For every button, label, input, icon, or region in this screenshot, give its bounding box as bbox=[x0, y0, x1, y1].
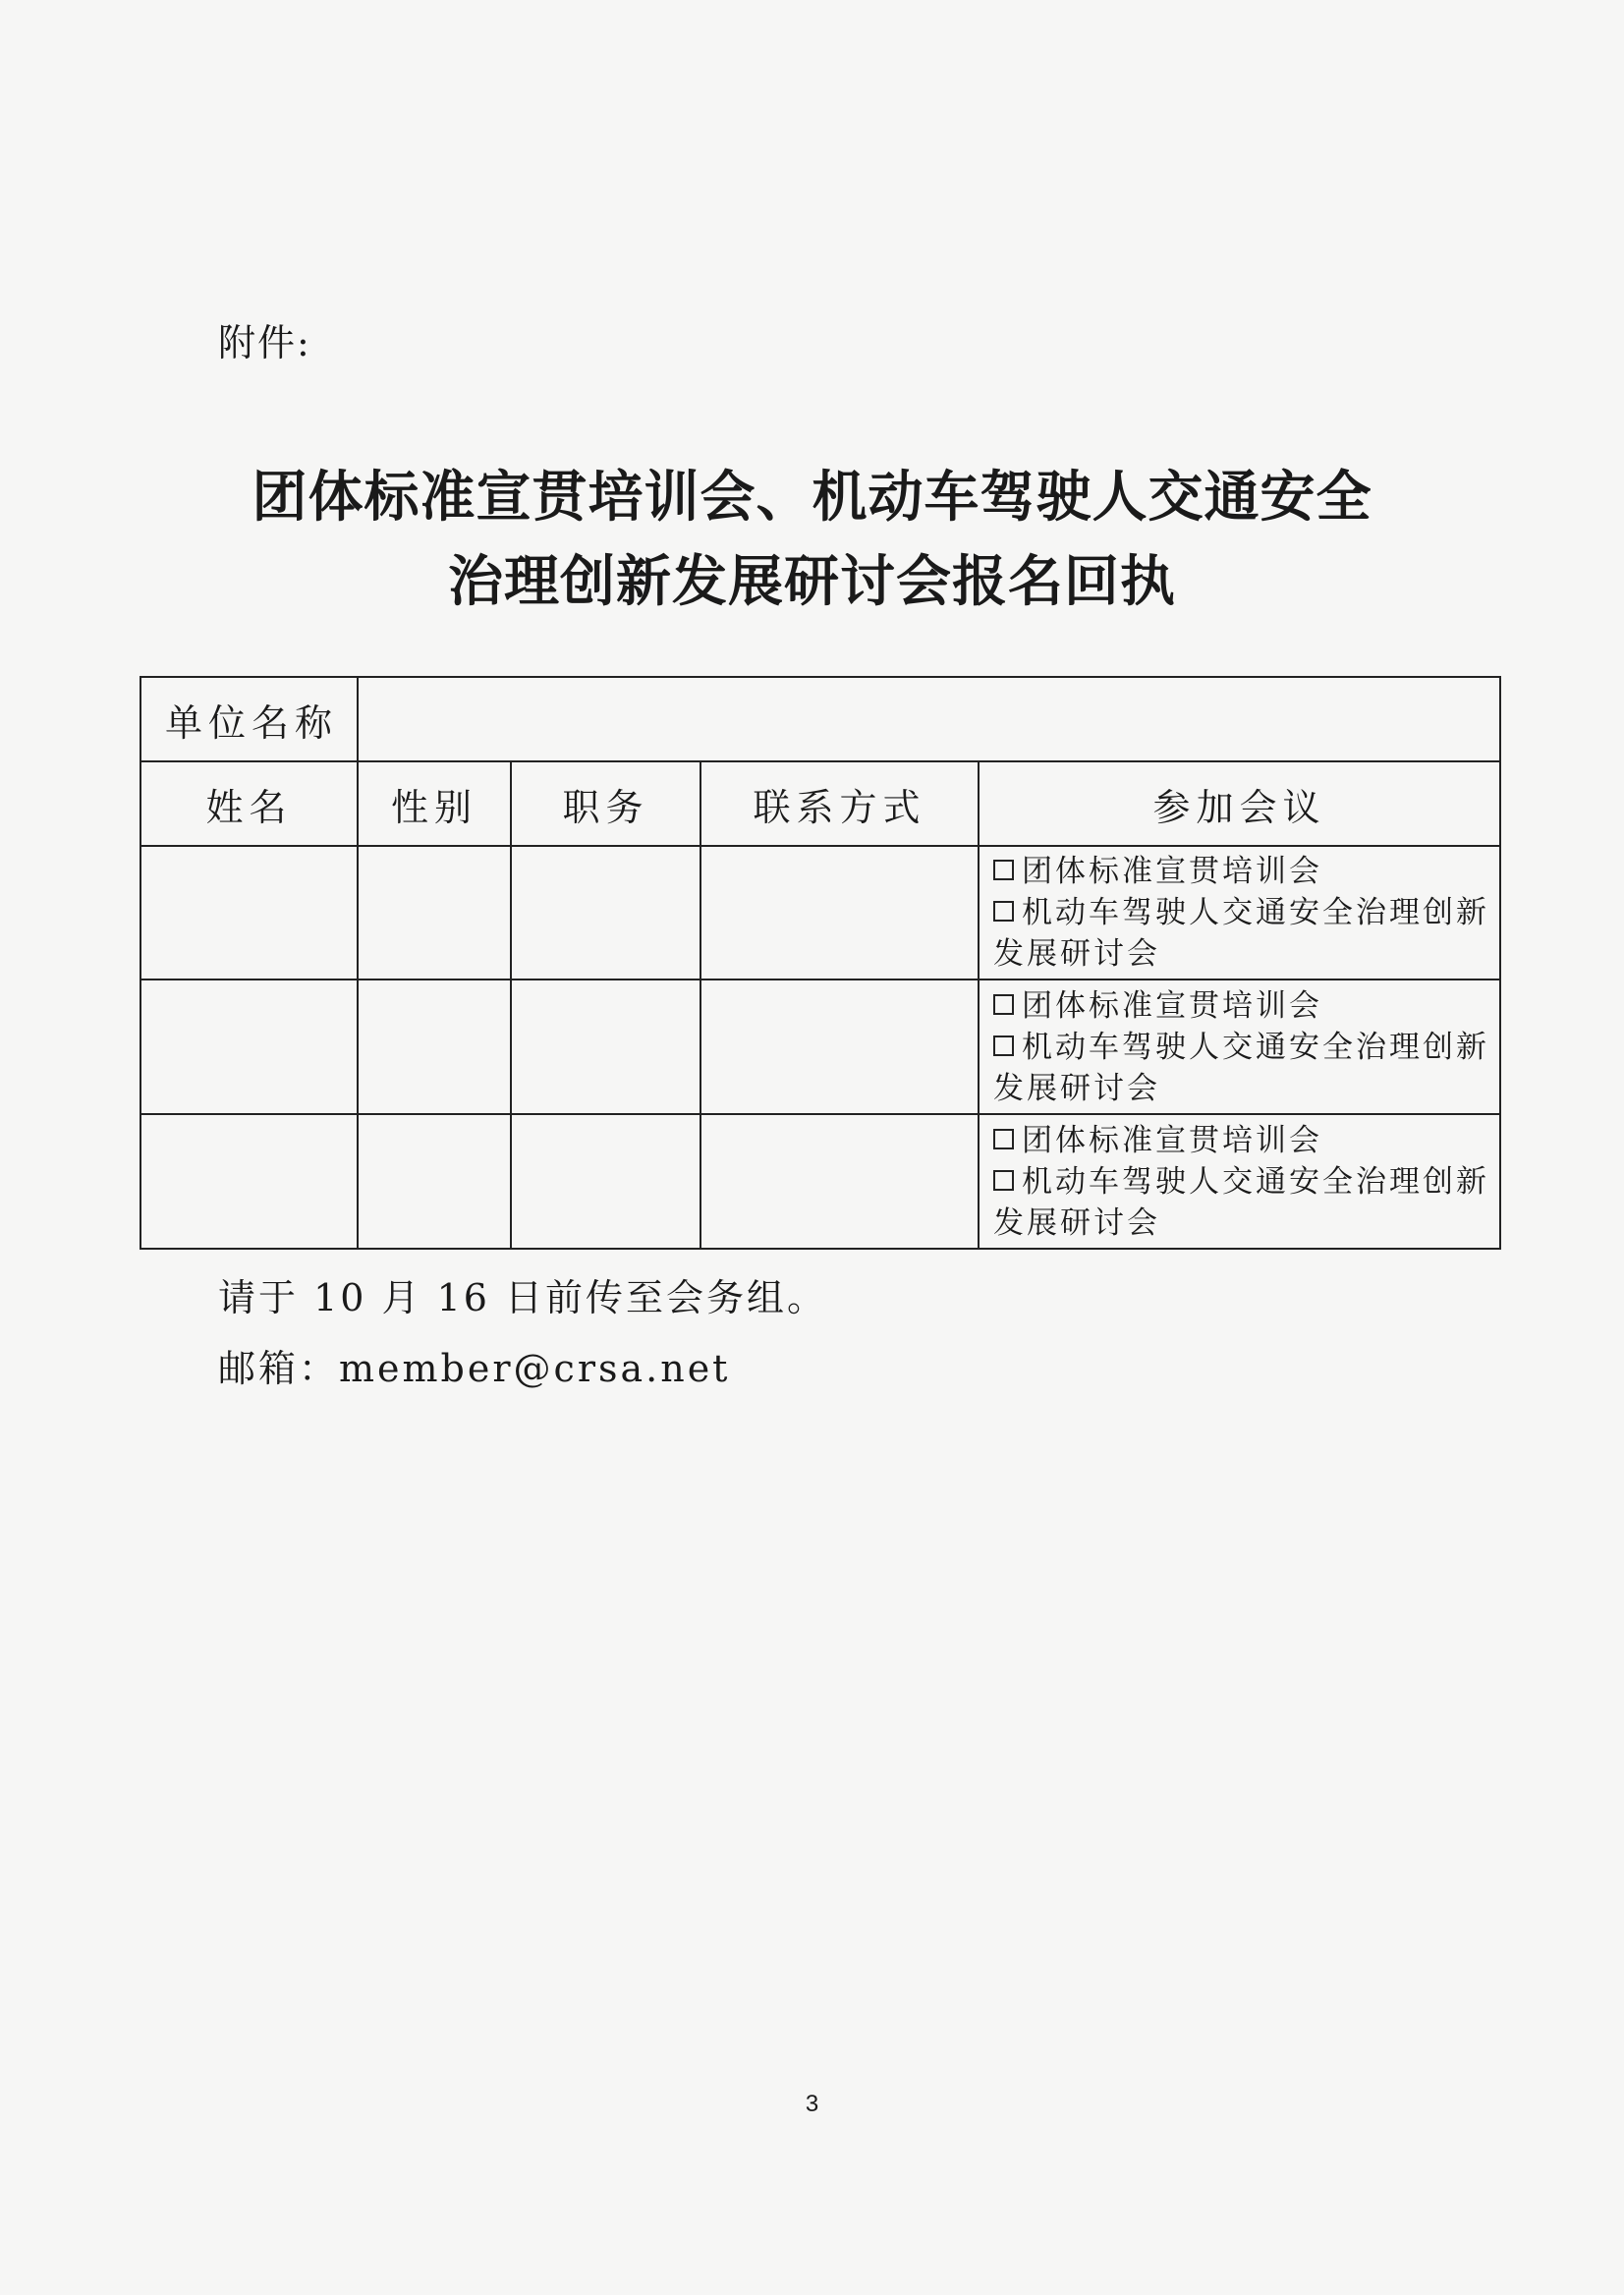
gender-cell[interactable] bbox=[358, 846, 511, 980]
form-title-line2: 治理创新发展研讨会报名回执 bbox=[448, 550, 1176, 614]
gender-cell[interactable] bbox=[358, 1114, 511, 1249]
table-row bbox=[140, 846, 1500, 980]
header-gender: 性别 bbox=[358, 761, 511, 846]
table-row bbox=[140, 980, 1500, 1114]
meeting-option-label: 团体标准宣贯培训会 bbox=[1022, 987, 1322, 1024]
header-contact: 联系方式 bbox=[700, 761, 979, 846]
checkbox-icon[interactable] bbox=[993, 994, 1014, 1015]
contact-cell[interactable] bbox=[700, 846, 979, 980]
meeting-option-label: 机动车驾驶人交通安全治理创新 bbox=[1022, 1163, 1489, 1200]
email-note: 邮箱：member@crsa.net bbox=[218, 1347, 731, 1390]
position-cell[interactable] bbox=[511, 1114, 700, 1249]
meeting-option-safety-cont: 发展研讨会 bbox=[993, 936, 1160, 972]
deadline-note: 请于 10 月 16 日前传至会务组。 bbox=[218, 1276, 828, 1319]
header-row bbox=[140, 761, 1500, 846]
meetings-cell bbox=[979, 980, 1500, 1114]
meeting-option-label: 机动车驾驶人交通安全治理创新 bbox=[1022, 895, 1489, 930]
checkbox-icon[interactable] bbox=[993, 1170, 1014, 1191]
meetings-cell bbox=[979, 1114, 1500, 1249]
attachment-label: 附件: bbox=[218, 321, 311, 364]
unit-name-label: 单位名称 bbox=[140, 677, 358, 761]
contact-cell[interactable] bbox=[700, 1114, 979, 1249]
unit-name-field[interactable] bbox=[358, 677, 1500, 761]
gender-cell[interactable] bbox=[358, 980, 511, 1114]
meeting-option-label: 机动车驾驶人交通安全治理创新 bbox=[1022, 1029, 1489, 1065]
page-number: 3 bbox=[805, 2091, 819, 2117]
meeting-option-safety-cont: 发展研讨会 bbox=[993, 1070, 1160, 1106]
name-cell[interactable] bbox=[140, 846, 358, 980]
meeting-option-standards[interactable] bbox=[993, 985, 1491, 1027]
checkbox-icon[interactable] bbox=[993, 1036, 1014, 1056]
header-position: 职务 bbox=[511, 761, 700, 846]
unit-row bbox=[140, 677, 1500, 761]
meeting-option-label: 团体标准宣贯培训会 bbox=[1022, 854, 1322, 889]
position-cell[interactable] bbox=[511, 980, 700, 1114]
meeting-option-standards[interactable] bbox=[993, 1120, 1491, 1161]
contact-cell[interactable] bbox=[700, 980, 979, 1114]
meeting-option-safety[interactable] bbox=[993, 1027, 1491, 1068]
position-cell[interactable] bbox=[511, 846, 700, 980]
header-name: 姓名 bbox=[140, 761, 358, 846]
meeting-option-standards[interactable] bbox=[993, 851, 1491, 892]
meeting-option-safety[interactable] bbox=[993, 892, 1491, 933]
meeting-option-safety[interactable] bbox=[993, 1161, 1491, 1203]
name-cell[interactable] bbox=[140, 980, 358, 1114]
checkbox-icon[interactable] bbox=[993, 1129, 1014, 1149]
form-title-line1: 团体标准宣贯培训会、机动车驾驶人交通安全 bbox=[252, 466, 1372, 530]
checkbox-icon[interactable] bbox=[993, 901, 1014, 922]
name-cell[interactable] bbox=[140, 1114, 358, 1249]
meeting-option-label: 团体标准宣贯培训会 bbox=[1022, 1122, 1322, 1158]
meetings-cell bbox=[979, 846, 1500, 980]
meeting-option-safety-cont: 发展研讨会 bbox=[993, 1204, 1160, 1241]
header-meetings: 参加会议 bbox=[979, 761, 1500, 846]
checkbox-icon[interactable] bbox=[993, 860, 1014, 880]
table-row bbox=[140, 1114, 1500, 1249]
registration-table bbox=[140, 676, 1501, 1250]
